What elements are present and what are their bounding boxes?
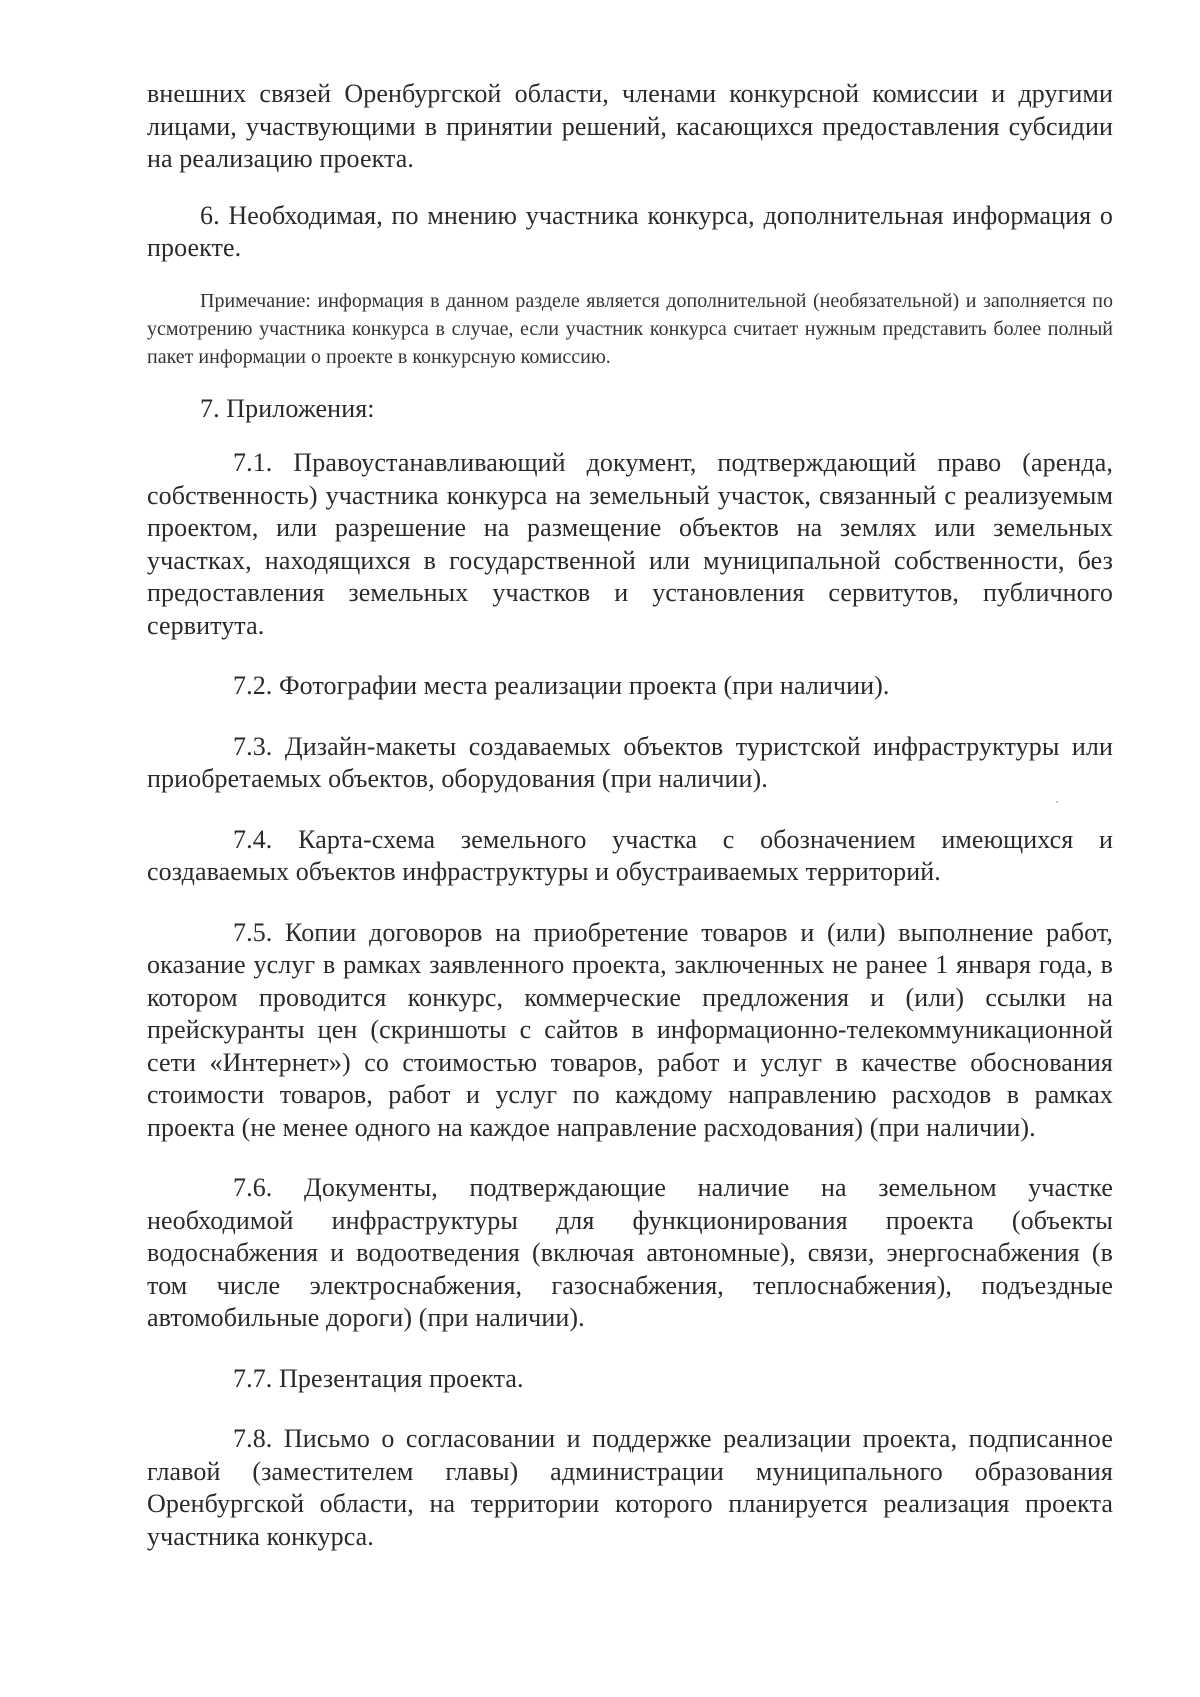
- paragraph-item-7-6: 7.6. Документы, подтверждающие наличие на земельном участке необходимой инфраструктуры для функционирования проекта (объекты водоснабжения и водоотведения (включая автономные), связи, энергоснабжения (в том числе электроснабжения, газоснабжения, теплоснабжения), подъездные автомобильные дороги) (при наличии).: [147, 1173, 1113, 1332]
- paragraph-item-7-5: 7.5. Копии договоров на приобретение товаров и (или) выполнение работ, оказание услуг в рамках заявленного проекта, заключенных не ранее 1 января года, в котором проводится конкурс, коммерческие предложения и (или) ссылки на прейскуранты цен (скриншоты с сайтов в информационно-телекоммуникационной сети «Интернет») со стоимостью товаров, работ и услуг в качестве обоснования стоимости товаров, работ и услуг по каждому направлению расходов в рамках проекта (не менее одного на каждое направление расходования) (при наличии).: [147, 917, 1113, 1142]
- paragraph-item-6: 6. Необходимая, по мнению участника конкурса, дополнительная информация о проекте.: [147, 200, 1113, 262]
- paragraph-item-7-7: 7.7. Презентация проекта.: [233, 1363, 524, 1393]
- paragraph-continuation: внешних связей Оренбургской области, членами конкурсной комиссии и другими лицами, участвующими в принятии решений, касающихся предоставления субсидии на реализацию проекта.: [147, 79, 1113, 173]
- paragraph-item-7-2: 7.2. Фотографии места реализации проекта (при наличии).: [233, 671, 890, 700]
- paragraph-note: Примечание: информация в данном разделе является дополнительной (необязательной) и заполняется по усмотрению участника конкурса в случае, если участник конкурса считает нужным представить более полный пакет информации о проекте в конкурсную комиссию.: [147, 289, 1113, 368]
- paragraph-item-7-heading: 7. Приложения:: [200, 393, 375, 423]
- scan-speck: [1056, 801, 1058, 803]
- paragraph-item-7-4: 7.4. Карта-схема земельного участка с обозначением имеющихся и создаваемых объектов инфраструктуры и обустраиваемых территорий.: [147, 824, 1113, 886]
- paragraph-item-7-8: 7.8. Письмо о согласовании и поддержке реализации проекта, подписанное главой (заместителем главы) администрации муниципального образования Оренбургской области, на территории которого планируется реализация проекта участника конкурса.: [147, 1424, 1113, 1551]
- paragraph-item-7-1: 7.1. Правоустанавливающий документ, подтверждающий право (аренда, собственность) участника конкурса на земельный участок, связанный с реализуемым проектом, или разрешение на размещение объектов на землях или земельных участках, находящихся в государственной или муниципальной собственности, без предоставления земельных участков и установления сервитутов, публичного сервитута.: [147, 448, 1113, 640]
- document-page: [147, 78, 1113, 1553]
- paragraph-item-7-3: 7.3. Дизайн-макеты создаваемых объектов туристской инфраструктуры или приобретаемых объектов, оборудования (при наличии).: [147, 731, 1113, 793]
